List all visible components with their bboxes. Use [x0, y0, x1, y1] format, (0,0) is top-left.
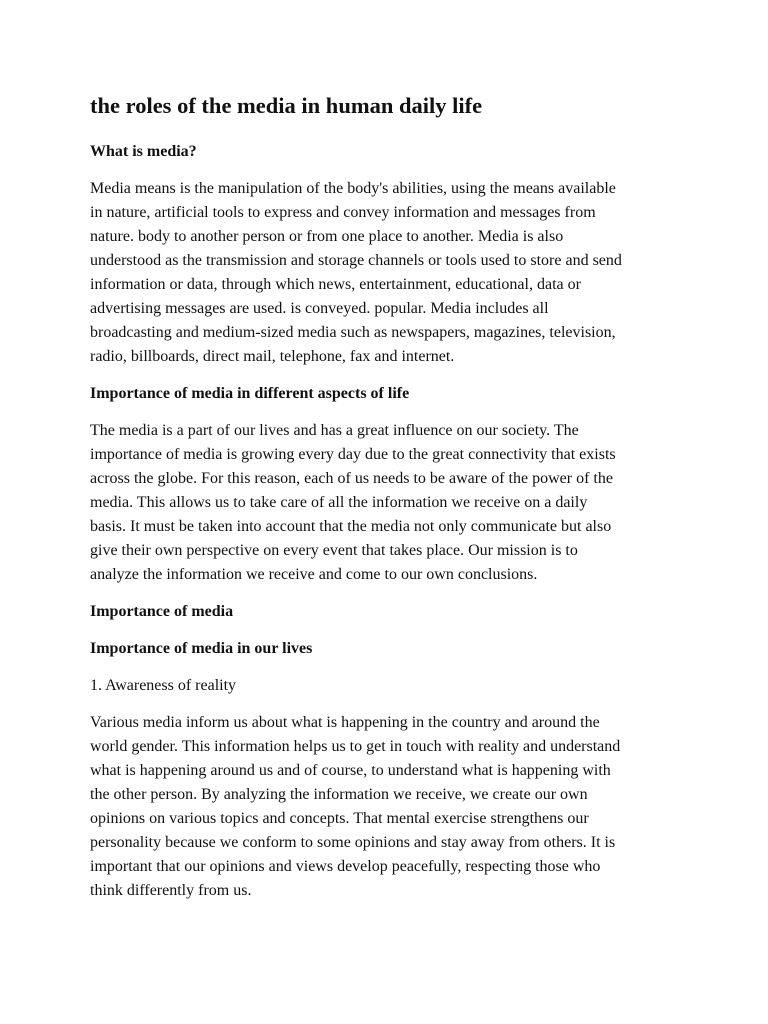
- paragraph-line: understood as the transmission and storage channels or tools used to store and send: [90, 252, 622, 269]
- heading-importance-aspects: Importance of media in different aspects of life: [90, 385, 410, 402]
- paragraph-line: Various media inform us about what is happening in the country and around the: [90, 714, 600, 731]
- paragraph-line: in nature, artificial tools to express and convey information and messages from: [90, 204, 596, 221]
- paragraph-line: think differently from us.: [90, 882, 252, 899]
- document-page: [90, 92, 690, 916]
- heading-awareness-of-reality: 1. Awareness of reality: [90, 677, 237, 694]
- paragraph-line: media. This allows us to take care of all the information we receive on a daily: [90, 494, 588, 511]
- paragraph-line: the other person. By analyzing the information we receive, we create our own: [90, 786, 588, 803]
- paragraph-line: across the globe. For this reason, each of us needs to be aware of the power of the: [90, 470, 613, 487]
- paragraph-what-is-media: [90, 177, 690, 369]
- paragraph-line: give their own perspective on every event that takes place. Our mission is to: [90, 542, 578, 559]
- paragraph-line: advertising messages are used. is conveyed. popular. Media includes all: [90, 300, 549, 317]
- paragraph-line: opinions on various topics and concepts. That mental exercise strengthens our: [90, 810, 589, 827]
- paragraph-line: importance of media is growing every day due to the great connectivity that exists: [90, 446, 616, 463]
- paragraph-line: Media means is the manipulation of the body's abilities, using the means available: [90, 180, 616, 197]
- heading-importance-in-lives: Importance of media in our lives: [90, 640, 313, 657]
- paragraph-line: personality because we conform to some opinions and stay away from others. It is: [90, 834, 616, 851]
- paragraph-line: broadcasting and medium-sized media such as newspapers, magazines, television,: [90, 324, 616, 341]
- paragraph-line: world gender. This information helps us to get in touch with reality and understand: [90, 738, 621, 755]
- paragraph-line: The media is a part of our lives and has a great influence on our society. The: [90, 422, 579, 439]
- heading-what-is-media: What is media?: [90, 143, 197, 160]
- document-title: the roles of the media in human daily life: [90, 93, 483, 118]
- heading-importance-of-media: Importance of media: [90, 603, 234, 620]
- paragraph-line: radio, billboards, direct mail, telephone, fax and internet.: [90, 348, 455, 365]
- paragraph-line: important that our opinions and views develop peacefully, respecting those who: [90, 858, 601, 875]
- paragraph-importance-aspects: [90, 419, 690, 587]
- paragraph-line: nature. body to another person or from one place to another. Media is also: [90, 228, 564, 245]
- paragraph-line: analyze the information we receive and come to our own conclusions.: [90, 566, 538, 583]
- paragraph-awareness: [90, 711, 690, 903]
- paragraph-line: information or data, through which news, entertainment, educational, data or: [90, 276, 581, 293]
- paragraph-line: basis. It must be taken into account that the media not only communicate but also: [90, 518, 612, 535]
- paragraph-line: what is happening around us and of course, to understand what is happening with: [90, 762, 611, 779]
